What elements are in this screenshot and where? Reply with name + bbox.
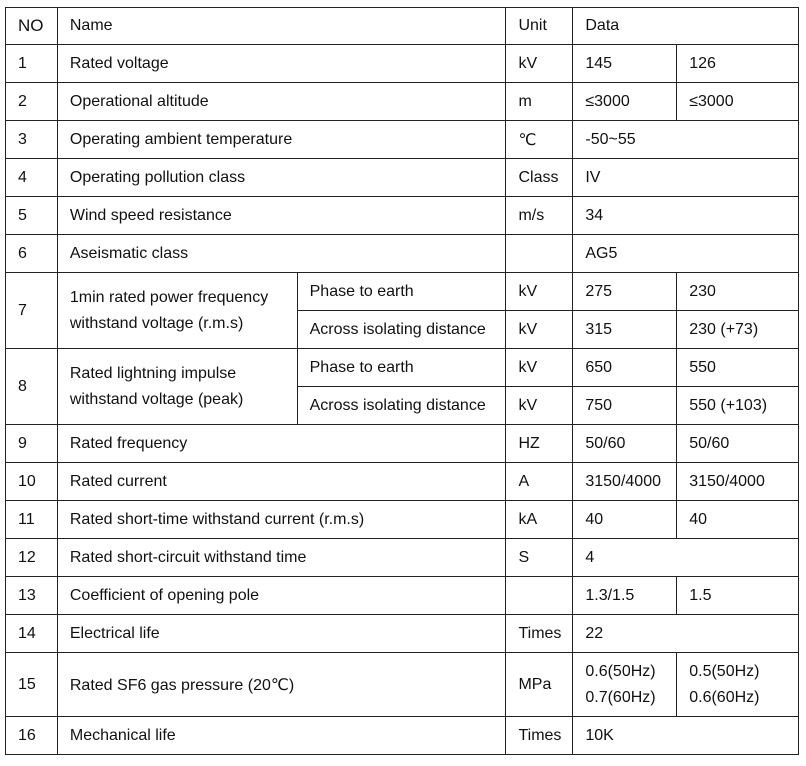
row-name-line-2: withstand voltage (peak) bbox=[69, 390, 244, 408]
row-value-2 bbox=[677, 653, 799, 717]
row-value: 4 bbox=[573, 539, 799, 577]
row-value: 34 bbox=[573, 197, 799, 235]
row-value-2: ≤3000 bbox=[677, 83, 799, 121]
table-row bbox=[6, 83, 799, 121]
row-unit: Times bbox=[506, 615, 573, 653]
row-value-1: 1.3/1.5 bbox=[573, 577, 677, 615]
row-value-1: 275 bbox=[573, 273, 677, 311]
row-number: 13 bbox=[6, 577, 58, 615]
row-value-2: 230 (+73) bbox=[677, 311, 799, 349]
row-name: Rated short-circuit withstand time bbox=[57, 539, 506, 577]
row-value-1 bbox=[573, 653, 677, 717]
table-row bbox=[6, 577, 799, 615]
row-name: Operational altitude bbox=[57, 83, 506, 121]
row-number: 5 bbox=[6, 197, 58, 235]
row-sub-label: Across isolating distance bbox=[297, 311, 506, 349]
table-row bbox=[6, 615, 799, 653]
table-row bbox=[6, 159, 799, 197]
row-name: Wind speed resistance bbox=[57, 197, 506, 235]
row-number: 10 bbox=[6, 463, 58, 501]
row-number: 8 bbox=[6, 349, 58, 425]
row-number: 12 bbox=[6, 539, 58, 577]
row-unit: kV bbox=[506, 45, 573, 83]
row-unit: kV bbox=[506, 349, 573, 387]
row-number: 2 bbox=[6, 83, 58, 121]
row-name: Operating pollution class bbox=[57, 159, 506, 197]
row-value-2: 50/60 bbox=[677, 425, 799, 463]
row-sub-label: Phase to earth bbox=[297, 273, 506, 311]
row-unit: MPa bbox=[506, 653, 573, 717]
table-row bbox=[6, 273, 799, 311]
row-name: Operating ambient temperature bbox=[57, 121, 506, 159]
row-number: 6 bbox=[6, 235, 58, 273]
row-name bbox=[57, 273, 297, 349]
header-unit: Unit bbox=[506, 8, 573, 45]
row-unit: kV bbox=[506, 311, 573, 349]
header-no: NO bbox=[6, 8, 58, 45]
row-unit: kA bbox=[506, 501, 573, 539]
header-row bbox=[6, 8, 799, 45]
row-value-2: 40 bbox=[677, 501, 799, 539]
row-number: 14 bbox=[6, 615, 58, 653]
table-row bbox=[6, 235, 799, 273]
row-name: Mechanical life bbox=[57, 717, 506, 755]
row-value-1: 750 bbox=[573, 387, 677, 425]
row-name: Coefficient of opening pole bbox=[57, 577, 506, 615]
row-number: 3 bbox=[6, 121, 58, 159]
row-number: 16 bbox=[6, 717, 58, 755]
row-unit: kV bbox=[506, 273, 573, 311]
row-value: IV bbox=[573, 159, 799, 197]
table-row bbox=[6, 501, 799, 539]
row-value-2: 1.5 bbox=[677, 577, 799, 615]
row-name-line-1: 1min rated power frequency bbox=[69, 288, 269, 306]
table-row bbox=[6, 349, 799, 387]
row-unit bbox=[506, 235, 573, 273]
row-number: 15 bbox=[6, 653, 58, 717]
row-unit: S bbox=[506, 539, 573, 577]
row-value: -50~55 bbox=[573, 121, 799, 159]
table-row bbox=[6, 425, 799, 463]
specification-table bbox=[5, 7, 799, 755]
table-row bbox=[6, 463, 799, 501]
row-value: 10K bbox=[573, 717, 799, 755]
row-value-2-line-1: 0.5(50Hz) bbox=[689, 662, 760, 680]
row-value-1: 40 bbox=[573, 501, 677, 539]
row-unit: HZ bbox=[506, 425, 573, 463]
row-number: 11 bbox=[6, 501, 58, 539]
row-number: 9 bbox=[6, 425, 58, 463]
row-number: 1 bbox=[6, 45, 58, 83]
row-value-1-line-1: 0.6(50Hz) bbox=[585, 662, 656, 680]
table-row bbox=[6, 653, 799, 717]
row-value-2: 550 bbox=[677, 349, 799, 387]
row-unit: Class bbox=[506, 159, 573, 197]
row-number: 4 bbox=[6, 159, 58, 197]
header-data: Data bbox=[573, 8, 799, 45]
row-value-2-line-2: 0.6(60Hz) bbox=[689, 688, 760, 706]
row-name: Rated SF6 gas pressure (20℃) bbox=[57, 653, 506, 717]
row-number: 7 bbox=[6, 273, 58, 349]
table-row bbox=[6, 45, 799, 83]
row-name: Rated short-time withstand current (r.m.s) bbox=[57, 501, 506, 539]
row-value-1-line-2: 0.7(60Hz) bbox=[585, 688, 656, 706]
table-row bbox=[6, 539, 799, 577]
row-name: Rated frequency bbox=[57, 425, 506, 463]
row-name bbox=[57, 349, 297, 425]
table-row bbox=[6, 197, 799, 235]
header-name: Name bbox=[57, 8, 506, 45]
row-value-1: ≤3000 bbox=[573, 83, 677, 121]
row-value-2: 230 bbox=[677, 273, 799, 311]
row-value-2: 126 bbox=[677, 45, 799, 83]
table-row bbox=[6, 717, 799, 755]
row-value-1: 3150/4000 bbox=[573, 463, 677, 501]
row-unit: A bbox=[506, 463, 573, 501]
row-name: Rated voltage bbox=[57, 45, 506, 83]
row-value-1: 50/60 bbox=[573, 425, 677, 463]
row-value-1: 650 bbox=[573, 349, 677, 387]
row-name-line-2: withstand voltage (r.m.s) bbox=[69, 314, 244, 332]
row-unit: ℃ bbox=[506, 121, 573, 159]
row-sub-label: Phase to earth bbox=[297, 349, 506, 387]
row-value-2: 550 (+103) bbox=[677, 387, 799, 425]
row-value-2: 3150/4000 bbox=[677, 463, 799, 501]
row-name: Electrical life bbox=[57, 615, 506, 653]
row-unit: kV bbox=[506, 387, 573, 425]
row-unit: Times bbox=[506, 717, 573, 755]
row-name-line-1: Rated lightning impulse bbox=[69, 364, 237, 382]
row-value-1: 315 bbox=[573, 311, 677, 349]
row-value: AG5 bbox=[573, 235, 799, 273]
table-row bbox=[6, 121, 799, 159]
row-unit bbox=[506, 577, 573, 615]
row-name: Rated current bbox=[57, 463, 506, 501]
row-unit: m bbox=[506, 83, 573, 121]
row-value: 22 bbox=[573, 615, 799, 653]
row-sub-label: Across isolating distance bbox=[297, 387, 506, 425]
row-name: Aseismatic class bbox=[57, 235, 506, 273]
row-unit: m/s bbox=[506, 197, 573, 235]
row-value-1: 145 bbox=[573, 45, 677, 83]
